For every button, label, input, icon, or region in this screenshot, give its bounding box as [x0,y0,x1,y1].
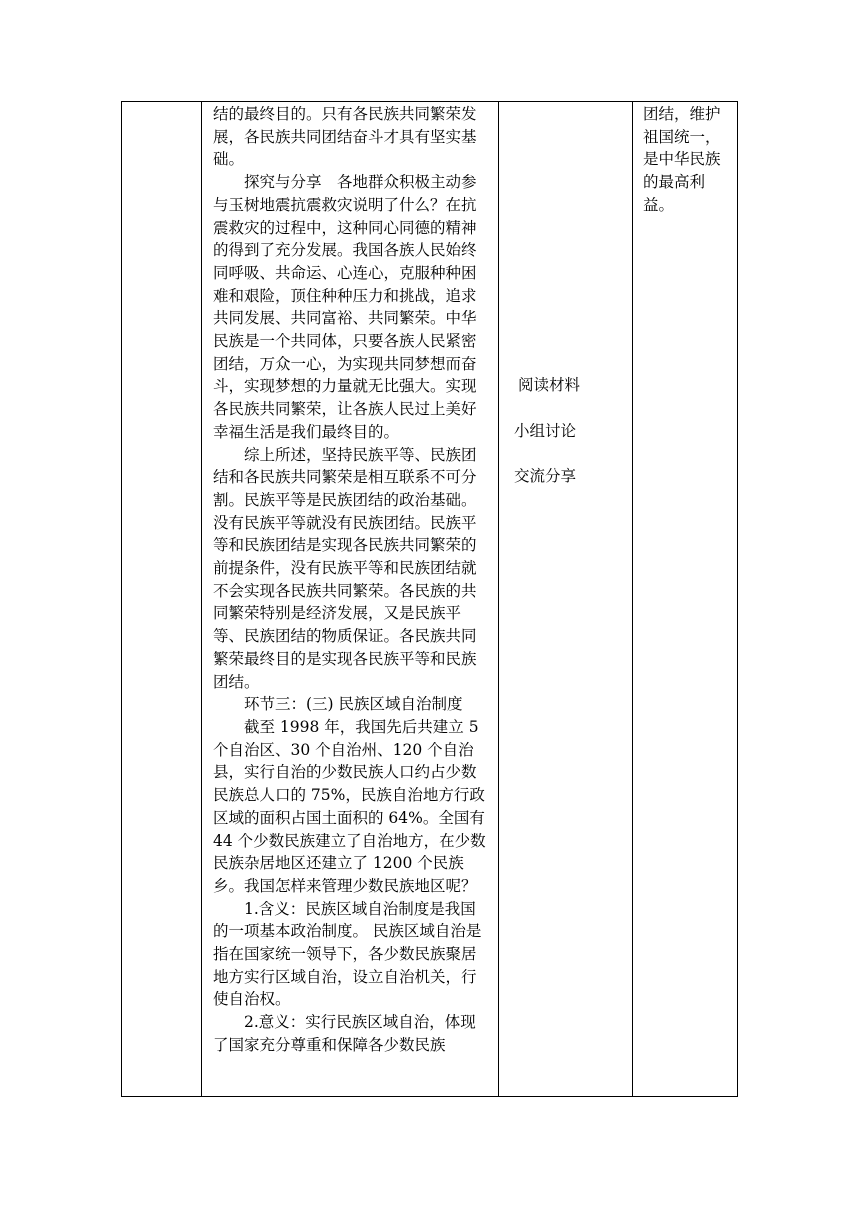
paragraph-explore-share: 探究与分享 各地群众积极主动参与玉树地震抗震救灾说明了什么？在抗震救灾的过程中，这种同心同德的精神的得到了充分发展。我国各族人民始终同呼吸、共命运、心连心，克服种种困难和艰险，顶住种种压力和挑战，追求共同发展、共同富裕、共同繁荣。中华民族是一个共同体，只要各族人民紧密团结，万众一心，为实现共同梦想而奋斗，实现梦想的力量就无比强大。实现各民族共同繁荣，让各族人民过上美好幸福生活是我们最终目的。 [213,173,477,441]
paragraph-continuation: 结的最终目的。只有各民族共同繁荣发展，各民族共同团结奋斗才具有坚实基础。 [213,105,477,169]
activity-item-share: 交流分享 [514,467,577,486]
notes-text [633,102,737,217]
lesson-plan-table [121,101,738,1097]
paragraph-significance: 2.意义：实行民族区域自治，体现了国家充分尊重和保障各少数民族 [213,1013,476,1054]
lesson-content [202,102,498,1057]
paragraph-definition: 1.含义：民族区域自治制度是我国的一项基本政治制度。 民族区域自治是指在国家统一领导下，各少数民族聚居地方实行区域自治，设立自治机关，行使自治权。 [213,899,482,1009]
stage-column-cell [122,102,202,1097]
activity-item-read: 阅读材料 [518,376,581,394]
notes-column-cell [633,102,738,1097]
table-row [122,102,738,1097]
activity-item-discuss: 小组讨论 [514,421,577,440]
paragraph-summary: 综上所述，坚持民族平等、民族团结和各民族共同繁荣是相互联系不可分割。民族平等是民族团结的政治基础。没有民族平等就没有民族团结。民族平等和民族团结是实现各民族共同繁荣的前提条件，没有民族平等和民族团结就不会实现各民族共同繁荣。各民族的共同繁荣特别是经济发展，又是民族平等、民族团结的物质保证。各民族共同繁荣最终目的是实现各民族平等和民族团结。 [213,445,477,691]
section-heading-regional-autonomy: 环节三：(三) 民族区域自治制度 [244,695,463,714]
content-column-cell [202,102,499,1097]
paragraph-statistics: 截至 1998 年，我国先后共建立 5 个自治区、30 个自治州、120 个自治县，实行自治的少数民族人口约占少数民族总人口的 75%，民族自治地方行政区域的面积占国土面积的 64%。全国有 44 个少数民族建立了自治地方，在少数民族杂居地区还建立了 1200 个民族乡。我国怎样来管理少数民族地区呢？ [213,717,486,895]
activity-list [499,102,632,488]
notes-paragraph: 团结，维护祖国统一，是中华民族的最高利益。 [643,105,721,214]
activity-column-cell [499,102,633,1097]
